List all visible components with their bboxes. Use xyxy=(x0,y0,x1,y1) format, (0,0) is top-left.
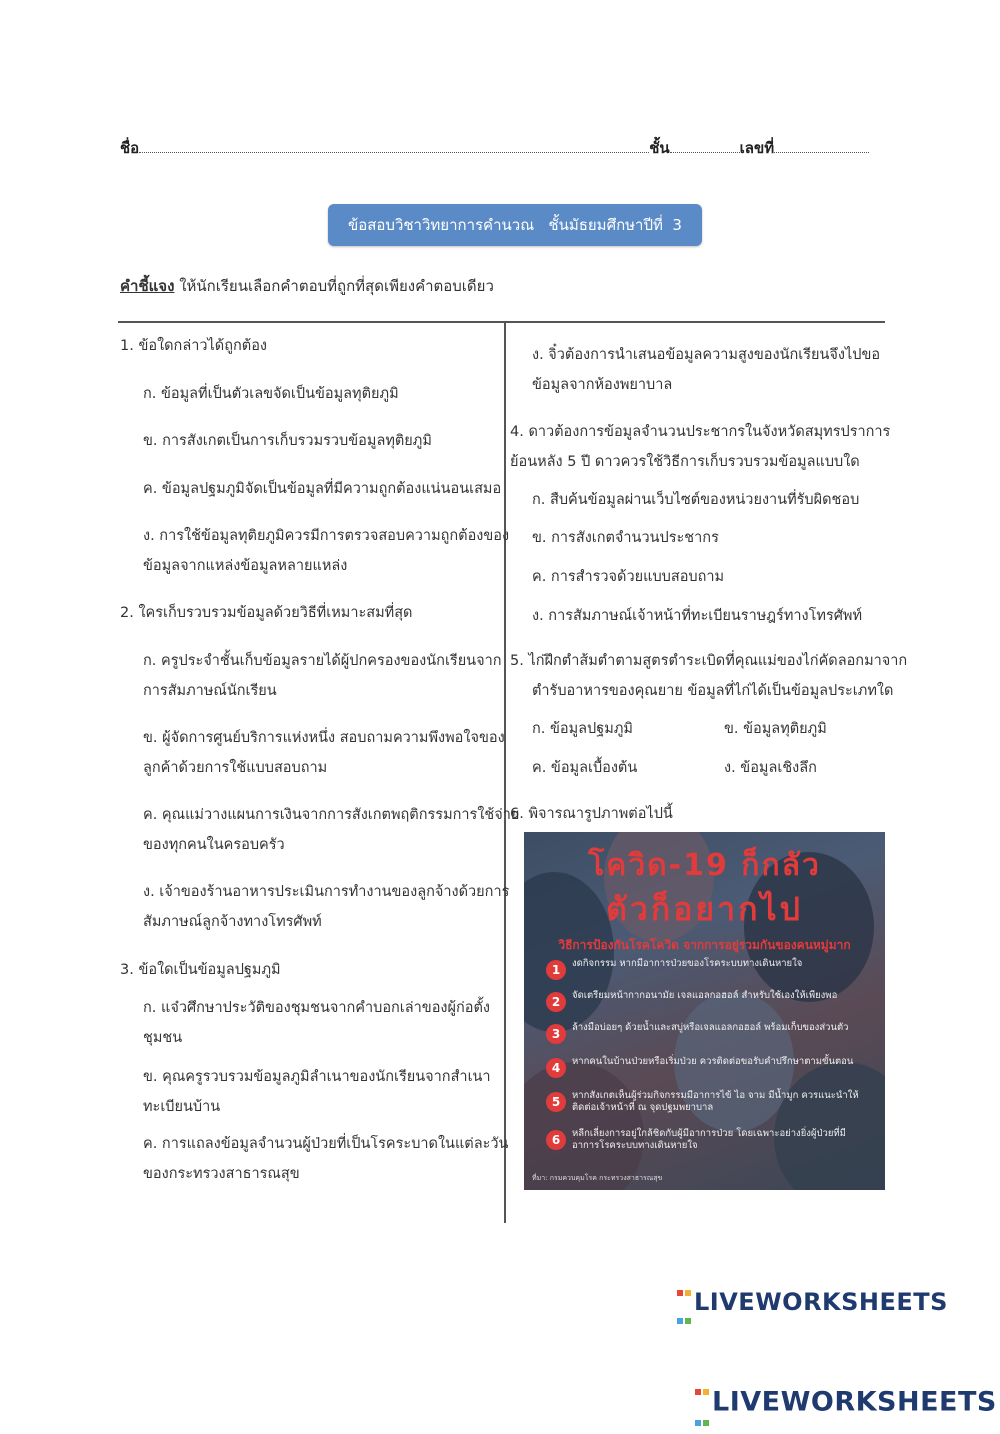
instruction xyxy=(120,274,494,298)
poster-item: 5 หากสังเกตเห็นผู้ร่วมกิจกรรมมีอาการไข้ ไอ จาม มีน้ำมูก ควรแนะนำให้ติดต่อเจ้าหน้าที่ ณ จุดปฐมพยาบาล xyxy=(546,1088,876,1118)
divider-horizontal xyxy=(118,321,885,323)
q4-option-c[interactable]: ค. การสำรวจด้วยแบบสอบถาม xyxy=(532,569,725,585)
exam-title xyxy=(328,204,702,246)
question-4: 4. ดาวต้องการข้อมูลจำนวนประชากรในจังหวัดสมุทรปราการ xyxy=(510,424,891,440)
question-5-cont: ตำรับอาหารของคุณยาย ข้อมูลที่ไก่ได้เป็นข้อมูลประเภทใด xyxy=(532,683,894,699)
name-blank[interactable] xyxy=(139,142,649,153)
exam-title-text: ข้อสอบวิชาวิทยาการคำนวณ ชั้นมัธยมศึกษาปีที่ 3 xyxy=(348,216,682,234)
q2-option-a[interactable]: ก. ครูประจำชั้นเก็บข้อมูลรายได้ผู้ปกครองของนักเรียนจาก xyxy=(143,653,502,669)
q3-option-d[interactable]: ง. จิ๋วต้องการนำเสนอข้อมูลความสูงของนักเรียนจึงไปขอ xyxy=(532,347,881,363)
covid-poster xyxy=(524,832,885,1190)
q3-option-c[interactable]: ค. การแถลงข้อมูลจำนวนผู้ป่วยที่เป็นโรคระบาดในแต่ละวัน xyxy=(143,1136,509,1152)
poster-item-text: หากคนในบ้านป่วยหรือเริ่มป่วย ควรติดต่อขอรับคำปรึกษาตามขั้นตอน xyxy=(572,1056,854,1067)
number-blank[interactable] xyxy=(774,142,869,153)
poster-item-text: หากสังเกตเห็นผู้ร่วมกิจกรรมมีอาการไข้ ไอ จาม มีน้ำมูก ควรแนะนำให้ติดต่อเจ้าหน้าที่ ณ จุดปฐมพยาบาล xyxy=(572,1090,859,1113)
poster-title-2: ตัวก็อยากไป xyxy=(606,890,803,928)
divider-vertical xyxy=(504,323,506,1223)
q3-option-a[interactable]: ก. แจ๋วศึกษาประวัติของชุมชนจากคำบอกเล่าของผู้ก่อตั้ง xyxy=(143,1000,490,1016)
question-5: 5. ไก่ฝึกตำส้มตำตามสูตรตำระเบิดที่คุณแม่ของไก่คัดลอกมาจาก xyxy=(510,653,908,669)
question-4-cont: ย้อนหลัง 5 ปี ดาวควรใช้วิธีการเก็บรวบรวมข้อมูลแบบใด xyxy=(510,454,860,470)
poster-subtitle: วิธีการป้องกันโรคโควิด จากการอยู่รวมกันของคนหมู่มาก xyxy=(558,938,851,952)
brand-name: LIVEWORKSHEETS xyxy=(694,1288,948,1316)
liveworksheets-watermark-bottom xyxy=(694,1372,997,1434)
q1-option-c[interactable]: ค. ข้อมูลปฐมภูมิจัดเป็นข้อมูลที่มีความถูกต้องแน่นอนเสมอ xyxy=(143,481,502,497)
poster-title-1: โควิด-19 ก็กลัว xyxy=(588,848,821,883)
class-blank[interactable] xyxy=(670,142,740,153)
question-6: 6. พิจารณารูปภาพต่อไปนี้ xyxy=(510,806,673,822)
question-1: 1. ข้อใดกล่าวได้ถูกต้อง xyxy=(120,338,267,354)
q2-option-c[interactable]: ค. คุณแม่วางแผนการเงินจากการสังเกตพฤติกรรมการใช้จ่าย xyxy=(143,807,520,823)
liveworksheets-logo-icon xyxy=(694,1372,710,1434)
poster-item-text: หลีกเลี่ยงการอยู่ใกล้ชิดกับผู้มีอาการป่วย โดยเฉพาะอย่างยิ่งผู้ป่วยที่มีอาการโรคระบบทางเดินหายใจ xyxy=(572,1128,846,1151)
q2-option-d-cont: สัมภาษณ์ลูกจ้างทางโทรศัพท์ xyxy=(143,914,322,930)
q3-option-b-cont: ทะเบียนบ้าน xyxy=(143,1099,221,1115)
question-2: 2. ใครเก็บรวบรวมข้อมูลด้วยวิธีที่เหมาะสมที่สุด xyxy=(120,605,413,621)
poster-item-text: จัดเตรียมหน้ากากอนามัย เจลแอลกอฮอล์ สำหรับใช้เองให้เพียงพอ xyxy=(572,990,838,1001)
poster-source: ที่มา: กรมควบคุมโรค กระทรวงสาธารณสุข xyxy=(532,1174,663,1182)
poster-item-text: งดกิจกรรม หากมีอาการป่วยของโรคระบบทางเดินหายใจ xyxy=(572,958,803,969)
q2-option-a-cont: การสัมภาษณ์นักเรียน xyxy=(143,683,277,699)
class-label: ชั้น xyxy=(649,139,670,157)
poster-item: 2 จัดเตรียมหน้ากากอนามัย เจลแอลกอฮอล์ สำหรับใช้เองให้เพียงพอ xyxy=(546,988,876,1018)
q1-option-a[interactable]: ก. ข้อมูลที่เป็นตัวเลขจัดเป็นข้อมูลทุติยภูมิ xyxy=(143,386,399,402)
poster-item: 3 ล้างมือบ่อยๆ ด้วยน้ำและสบู่หรือเจลแอลกอฮอล์ พร้อมเก็บของส่วนตัว xyxy=(546,1020,876,1050)
liveworksheets-watermark xyxy=(676,1275,948,1331)
q2-option-c-cont: ของทุกคนในครอบครัว xyxy=(143,837,285,853)
q3-option-d-cont: ข้อมูลจากห้องพยาบาล xyxy=(532,377,673,393)
poster-item-text: ล้างมือบ่อยๆ ด้วยน้ำและสบู่หรือเจลแอลกอฮอล์ พร้อมเก็บของส่วนตัว xyxy=(572,1022,849,1033)
poster-item: 6 หลีกเลี่ยงการอยู่ใกล้ชิดกับผู้มีอาการป่วย โดยเฉพาะอย่างยิ่งผู้ป่วยที่มีอาการโรคระบบทางเดินหายใจ xyxy=(546,1126,876,1156)
q1-option-d[interactable]: ง. การใช้ข้อมูลทุติยภูมิควรมีการตรวจสอบความถูกต้องของ xyxy=(143,528,510,544)
poster-item: 1 งดกิจกรรม หากมีอาการป่วยของโรคระบบทางเดินหายใจ xyxy=(546,956,876,986)
q2-option-d[interactable]: ง. เจ้าของร้านอาหารประเมินการทำงานของลูกจ้างด้วยการ xyxy=(143,884,510,900)
q5-option-b[interactable]: ข. ข้อมูลทุติยภูมิ xyxy=(724,721,827,737)
q5-option-d[interactable]: ง. ข้อมูลเชิงลึก xyxy=(724,760,817,776)
poster-item: 4 หากคนในบ้านป่วยหรือเริ่มป่วย ควรติดต่อขอรับคำปรึกษาตามขั้นตอน xyxy=(546,1054,876,1084)
q3-option-b[interactable]: ข. คุณครูรวบรวมข้อมูลภูมิลำเนาของนักเรียนจากสำเนา xyxy=(143,1069,491,1085)
name-label: ชื่อ xyxy=(120,139,140,157)
q4-option-d[interactable]: ง. การสัมภาษณ์เจ้าหน้าที่ทะเบียนราษฎร์ทางโทรศัพท์ xyxy=(532,608,863,624)
question-3: 3. ข้อใดเป็นข้อมูลปฐมภูมิ xyxy=(120,962,281,978)
liveworksheets-logo-icon xyxy=(676,1275,692,1331)
number-label: เลขที่ xyxy=(739,139,775,157)
instruction-label: คำชี้แจง xyxy=(120,277,175,295)
instruction-text: ให้นักเรียนเลือกคำตอบที่ถูกที่สุดเพียงคำตอบเดียว xyxy=(174,277,494,295)
q4-option-b[interactable]: ข. การสังเกตจำนวนประชากร xyxy=(532,530,719,546)
student-info-line xyxy=(120,136,875,160)
q4-option-a[interactable]: ก. สืบค้นข้อมูลผ่านเว็บไซต์ของหน่วยงานที่รับผิดชอบ xyxy=(532,492,860,508)
q3-option-a-cont: ชุมชน xyxy=(143,1030,183,1046)
q2-option-b[interactable]: ข. ผู้จัดการศูนย์บริการแห่งหนึ่ง สอบถามความพึงพอใจของ xyxy=(143,730,505,746)
brand-name: LIVEWORKSHEETS xyxy=(712,1386,997,1418)
q1-option-d-cont: ข้อมูลจากแหล่งข้อมูลหลายแหล่ง xyxy=(143,558,348,574)
q5-option-c[interactable]: ค. ข้อมูลเบื้องต้น xyxy=(532,760,638,776)
q5-option-a[interactable]: ก. ข้อมูลปฐมภูมิ xyxy=(532,721,633,737)
q3-option-c-cont: ของกระทรวงสาธารณสุข xyxy=(143,1166,300,1182)
q2-option-b-cont: ลูกค้าด้วยการใช้แบบสอบถาม xyxy=(143,760,328,776)
q1-option-b[interactable]: ข. การสังเกตเป็นการเก็บรวมรวบข้อมูลทุติยภูมิ xyxy=(143,433,432,449)
